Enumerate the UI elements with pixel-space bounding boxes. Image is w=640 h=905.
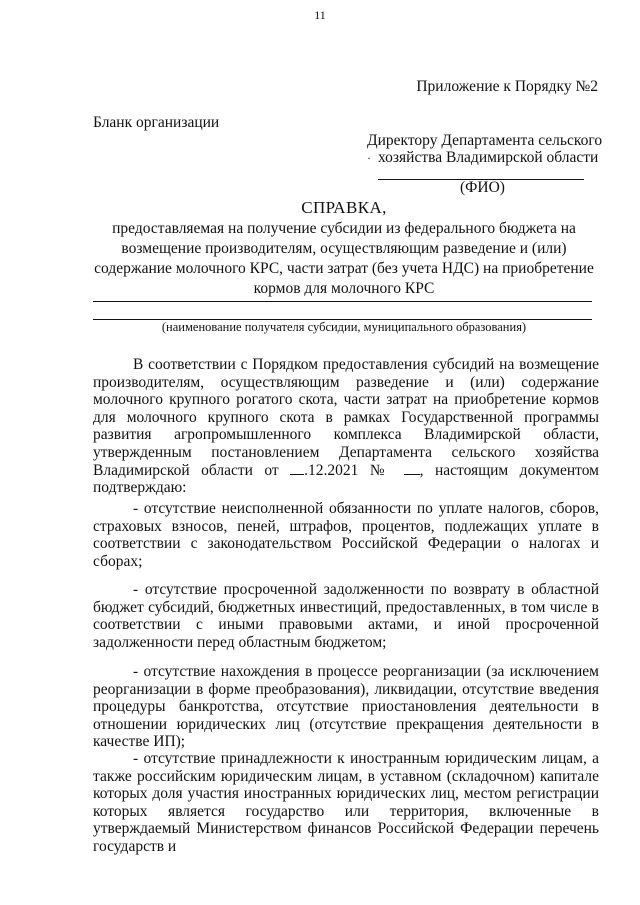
recipient-fill-line <box>93 301 592 302</box>
list-item <box>93 500 599 570</box>
document-title: СПРАВКА, <box>301 198 387 217</box>
recipient-caption: (наименование получателя субсидии, муниципального образования) <box>161 320 527 334</box>
list-item-text: - отсутствие принадлежности к иностранным юридическим лицам, а также российским юридическим лицам, в уставном (складочном) капитале которых доля участия иностранных юридических лиц, местом регистрации которых является государство или территория, включенные в утверждаемый Министерством финансов Российской Федерации перечень государств и <box>93 750 599 855</box>
addressee-line-2: хозяйства Владимирской области <box>378 149 599 166</box>
intro-text: В соответствии с Порядком предоставления субсидий на возмещение производителям, осуществляющим разведение и (или) содержание молочного крупного рогатого скота, части затрат на приобретение кормов для молочного крупного скота в рамках Государственной программы развития агропромышленного комплекса Владимирской области, утвержденным постановлением Департамента сельского хозяйства Владимирской области от <box>93 356 599 479</box>
list-item <box>93 663 599 751</box>
subtitle-line: возмещение производителям, осуществляющим разведение и (или) <box>121 240 567 257</box>
subtitle-line: предоставляемая на получение субсидии из федерального бюджета на <box>112 220 576 237</box>
organization-blank-label: Бланк организации <box>93 114 220 131</box>
list-item-text: - отсутствие нахождения в процессе реорганизации (за исключением реорганизации в форме преобразования), ликвидации, отсутствие введения процедуры банкротства, отсутствие приостановления деятельности в отношении юридических лиц (отсутствие прекращения деятельности в качестве ИП); <box>93 663 599 751</box>
date-day-blank <box>290 463 304 475</box>
list-item-text: - отсутствие неисполненной обязанности по уплате налогов, сборов, страховых взносов, пеней, штрафов, процентов, подлежащих уплате в соответствии с законодательством Российской Федерации о налогах и сборах; <box>93 500 599 570</box>
list-item <box>93 581 599 651</box>
subtitle-line: кормов для молочного КРС <box>253 280 435 297</box>
signature-caption: (ФИО) <box>460 179 505 196</box>
stray-mark: · <box>367 151 371 165</box>
addressee-line-1: Директору Департамента сельского <box>367 132 603 149</box>
number-blank <box>404 463 420 475</box>
list-item-text: - отсутствие просроченной задолженности по возврату в областной бюджет субсидий, бюджетных инвестиций, предоставленных, в том числе в соответствии с иными правовыми актами, и иной просроченной задолженности перед областным бюджетом; <box>93 581 599 651</box>
intro-text: , настоящим документом подтверждаю: <box>93 461 599 497</box>
intro-number-label: № <box>358 461 404 479</box>
intro-paragraph <box>93 356 599 497</box>
list-item <box>93 750 599 856</box>
intro-date: .12.2021 <box>304 461 359 479</box>
annex-reference: Приложение к Порядку №2 <box>416 78 598 95</box>
subtitle-line: содержание молочного КРС, части затрат (без учета НДС) на приобретение <box>94 260 594 277</box>
page-number: 11 <box>314 8 326 22</box>
